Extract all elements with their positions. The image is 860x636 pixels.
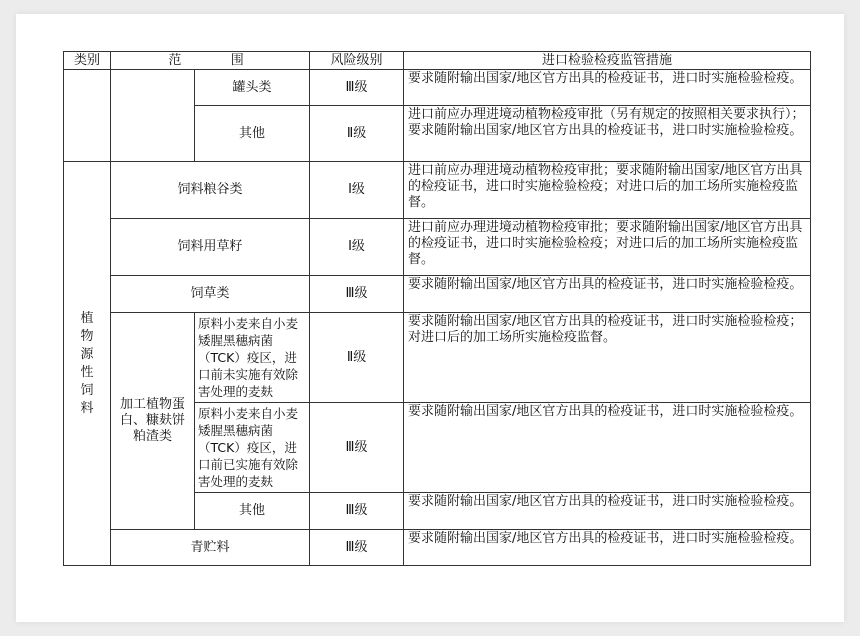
- table-row: [64, 276, 811, 313]
- document-page: [16, 14, 844, 622]
- quarantine-measures-table: [63, 51, 811, 566]
- sub-scope-cell: 其他: [195, 493, 310, 530]
- header-risk-level: 风险级别: [310, 52, 404, 70]
- risk-level-cell: Ⅰ级: [310, 219, 404, 276]
- risk-level-cell: Ⅰ级: [310, 162, 404, 219]
- table-row: [64, 162, 811, 219]
- scope-cell: 青贮料: [111, 530, 310, 566]
- measures-cell: 要求随附输出国家/地区官方出具的检疫证书，进口时实施检验检疫。: [404, 493, 811, 530]
- scope-cell-blank: [111, 70, 195, 162]
- measures-cell: 进口前应办理进境动植物检疫审批（另有规定的按照相关要求执行）；要求随附输出国家/地区官方出具的检疫证书，进口时实施检验检疫。: [404, 106, 811, 162]
- header-measures: 进口检验检疫监管措施: [404, 52, 811, 70]
- table-row: [64, 70, 811, 106]
- table-row: [64, 313, 811, 403]
- measures-cell: 要求随附输出国家/地区官方出具的检疫证书，进口时实施检验检疫。: [404, 530, 811, 566]
- measures-cell: 要求随附输出国家/地区官方出具的检疫证书，进口时实施检验检疫。: [404, 276, 811, 313]
- risk-level-cell: Ⅱ级: [310, 313, 404, 403]
- risk-level-cell: Ⅱ级: [310, 106, 404, 162]
- category-cell-blank: [64, 70, 111, 162]
- risk-level-cell: Ⅲ级: [310, 403, 404, 493]
- scope-cell: 饲料粮谷类: [111, 162, 310, 219]
- risk-level-cell: Ⅲ级: [310, 493, 404, 530]
- risk-level-cell: Ⅲ级: [310, 530, 404, 566]
- sub-scope-cell: 原料小麦来自小麦矮腥黑穗病菌（TCK）疫区，进口前未实施有效除害处理的麦麸: [195, 313, 310, 403]
- header-scope: 范 围: [111, 52, 310, 70]
- scope-cell: 其他: [195, 106, 310, 162]
- measures-cell: 进口前应办理进境动植物检疫审批；要求随附输出国家/地区官方出具的检疫证书，进口时实施检验检疫；对进口后的加工场所实施检疫监督。: [404, 162, 811, 219]
- header-category: 类别: [64, 52, 111, 70]
- table-row: [64, 530, 811, 566]
- sub-scope-cell: 原料小麦来自小麦矮腥黑穗病菌（TCK）疫区，进口前已实施有效除害处理的麦麸: [195, 403, 310, 493]
- category-label: 植物源性饲料: [80, 310, 94, 416]
- scope-cell: 罐头类: [195, 70, 310, 106]
- measures-cell: 要求随附输出国家/地区官方出具的检疫证书，进口时实施检验检疫。: [404, 403, 811, 493]
- header-row: [64, 52, 811, 70]
- risk-level-cell: Ⅲ级: [310, 70, 404, 106]
- table-row: [64, 219, 811, 276]
- risk-level-cell: Ⅲ级: [310, 276, 404, 313]
- scope-cell: 饲草类: [111, 276, 310, 313]
- measures-cell: 进口前应办理进境动植物检疫审批；要求随附输出国家/地区官方出具的检疫证书，进口时实施检验检疫；对进口后的加工场所实施检疫监督。: [404, 219, 811, 276]
- measures-cell: 要求随附输出国家/地区官方出具的检疫证书，进口时实施检验检疫。: [404, 70, 811, 106]
- category-cell-plant-feed: [64, 162, 111, 566]
- measures-cell: 要求随附输出国家/地区官方出具的检疫证书，进口时实施检验检疫；对进口后的加工场所实施检疫监督。: [404, 313, 811, 403]
- scope-cell: 饲料用草籽: [111, 219, 310, 276]
- group-label-cell: 加工植物蛋白、糠麸饼粕渣类: [111, 313, 195, 530]
